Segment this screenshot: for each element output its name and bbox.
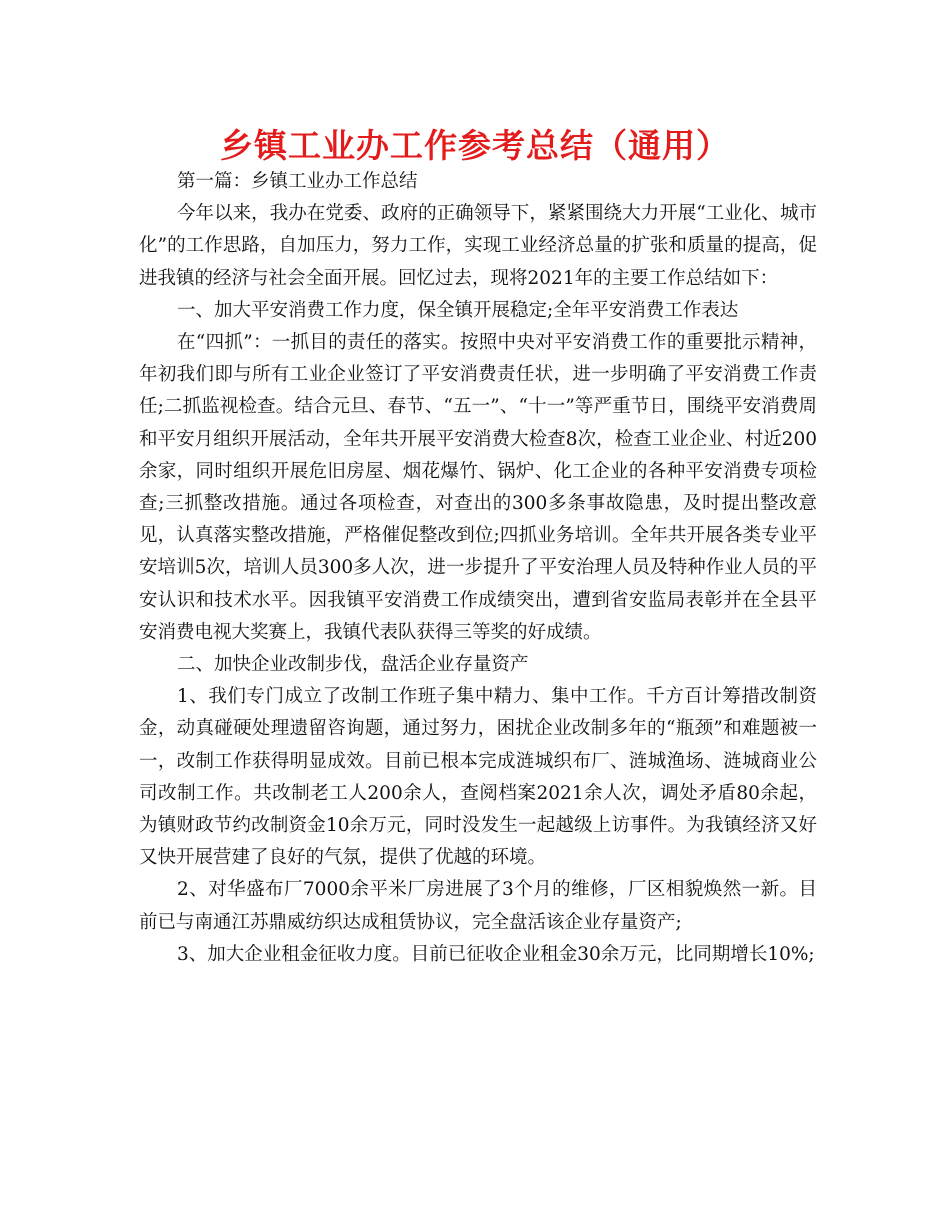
paragraph: 今年以来，我办在党委、政府的正确领导下，紧紧围绕大力开展“工业化、城市化”的工作思路，自加压力，努力工作，实现工业经济总量的扩张和质量的提高，促进我镇的经济与社会全面开展。回忆过去，现将2021年的主要工作总结如下： <box>139 203 817 289</box>
document-body <box>139 165 817 971</box>
paragraph: 3、加大企业租金征收力度。目前已征收企业租金30余万元，比同期增长10%; <box>177 943 815 965</box>
section-heading: 二、加快企业改制步伐，盘活企业存量资产 <box>177 654 529 676</box>
section-heading: 第一篇：乡镇工业办工作总结 <box>177 171 418 192</box>
section-heading: 一、加大平安消费工作力度，保全镇开展稳定;全年平安消费工作表达 <box>177 299 739 321</box>
paragraph: 在“四抓”：一抓目的责任的落实。按照中央对平安消费工作的重要批示精神，年初我们即与所有工业企业签订了平安消费责任状，进一步明确了平安消费工作责任;二抓监视检查。结合元旦、春节、“五一”、“十一”等严重节日，围绕平安消费周和平安月组织开展活动，全年共开展平安消费大检查8次，检查工业企业、村近200余家，同时组织开展危旧房屋、烟花爆竹、锅炉、化工企业的各种平安消费专项检查;三抓整改措施。通过各项检查，对查出的300多条事故隐患，及时提出整改意见，认真落实整改措施，严格催促整改到位;四抓业务培训。全年共开展各类专业平安培训5次，培训人员300多人次，进一步提升了平安治理人员及特种作业人员的平安认识和技术水平。因我镇平安消费工作成绩突出，遭到省安监局表彰并在全县平安消费电视大奖赛上，我镇代表队获得三等奖的好成绩。 <box>139 332 817 643</box>
document-title: 乡镇工业办工作参考总结（通用） <box>220 126 730 165</box>
paragraph: 1、我们专门成立了改制工作班子集中精力、集中工作。千方百计筹措改制资金，动真碰硬处理遗留咨询题，通过努力，困扰企业改制多年的“瓶颈”和难题被一一，改制工作获得明显成效。目前已根本完成涟城织布厂、涟城渔场、涟城商业公司改制工作。共改制老工人200余人，查阅档案2021余人次，调处矛盾80余起，为镇财政节约改制资金10余万元，同时没发生一起越级上访事件。为我镇经济又好又快开展营建了良好的气氛，提供了优越的环境。 <box>139 686 817 869</box>
paragraph: 2、对华盛布厂7000余平米厂房进展了3个月的维修，厂区相貌焕然一新。目前已与南通江苏鼎威纺织达成租赁协议，完全盘活该企业存量资产; <box>139 879 817 933</box>
